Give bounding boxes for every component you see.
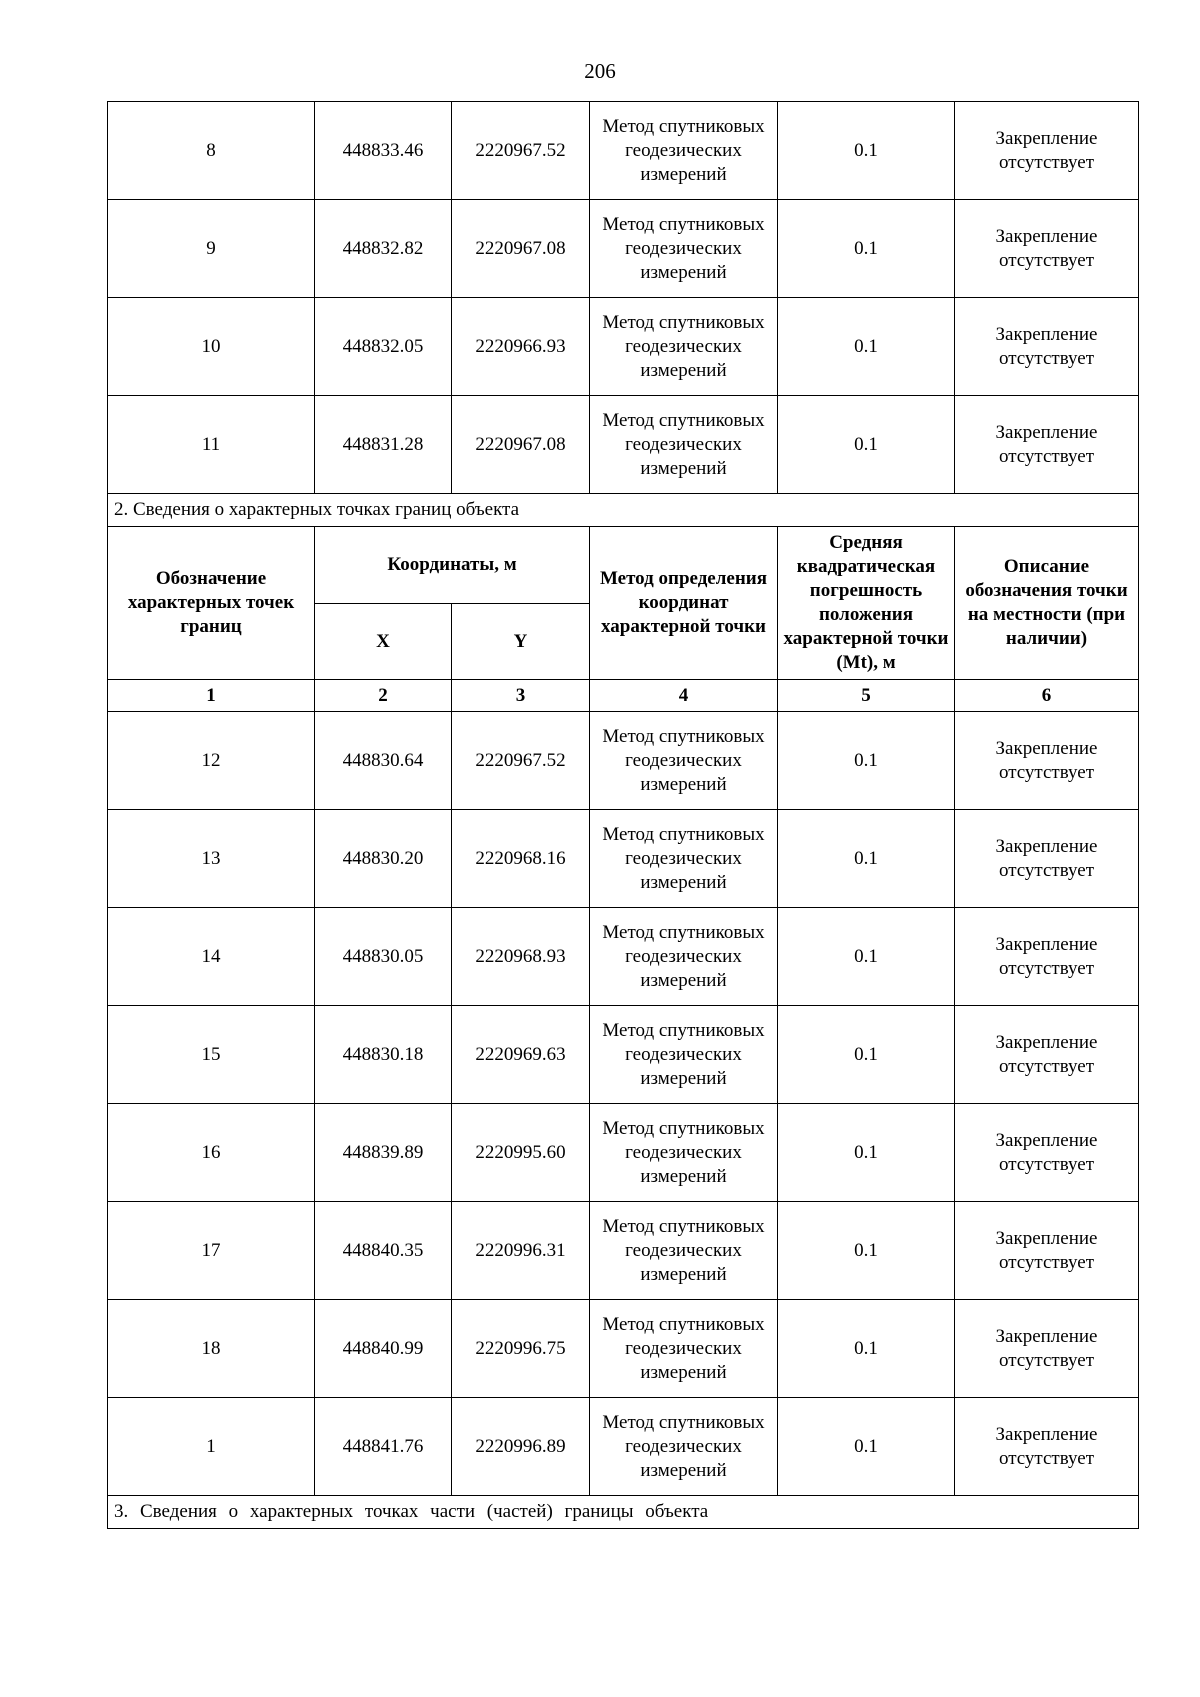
- mean-error-cell: 0.1: [778, 396, 955, 494]
- description-cell: Закрепление отсутствует: [955, 1104, 1139, 1202]
- column-number: 5: [778, 680, 955, 712]
- method-cell: Метод спутниковых геодезических измерений: [590, 712, 778, 810]
- y-coordinate-cell: 2220996.89: [452, 1398, 590, 1496]
- section-2-title: 2. Сведения о характерных точках границ объекта: [108, 494, 1139, 527]
- y-coordinate-cell: 2220967.08: [452, 396, 590, 494]
- table-body-before: [108, 102, 1139, 494]
- point-number-cell: 8: [108, 102, 315, 200]
- section-3-row: [108, 1496, 1139, 1529]
- header-mean-error: Средняя квадратическая погрешность положения характерной точки (Mt), м: [778, 527, 955, 680]
- y-coordinate-cell: 2220966.93: [452, 298, 590, 396]
- mean-error-cell: 0.1: [778, 1300, 955, 1398]
- method-cell: Метод спутниковых геодезических измерений: [590, 1104, 778, 1202]
- column-number: 4: [590, 680, 778, 712]
- column-number: 2: [315, 680, 452, 712]
- method-cell: Метод спутниковых геодезических измерений: [590, 396, 778, 494]
- description-cell: Закрепление отсутствует: [955, 200, 1139, 298]
- mean-error-cell: 0.1: [778, 712, 955, 810]
- description-cell: Закрепление отсутствует: [955, 1202, 1139, 1300]
- header-y: Y: [452, 604, 590, 680]
- x-coordinate-cell: 448832.82: [315, 200, 452, 298]
- header-description: Описание обозначения точки на местности (при наличии): [955, 527, 1139, 680]
- method-cell: Метод спутниковых геодезических измерений: [590, 102, 778, 200]
- x-coordinate-cell: 448841.76: [315, 1398, 452, 1496]
- mean-error-cell: 0.1: [778, 1202, 955, 1300]
- mean-error-cell: 0.1: [778, 1398, 955, 1496]
- method-cell: Метод спутниковых геодезических измерений: [590, 1398, 778, 1496]
- description-cell: Закрепление отсутствует: [955, 1300, 1139, 1398]
- header-coordinates: Координаты, м: [315, 527, 590, 604]
- column-number: 1: [108, 680, 315, 712]
- mean-error-cell: 0.1: [778, 200, 955, 298]
- description-cell: Закрепление отсутствует: [955, 396, 1139, 494]
- point-number-cell: 13: [108, 810, 315, 908]
- section-3-title: 3. Сведения о характерных точках части (частей) границы объекта: [108, 1496, 1139, 1529]
- description-cell: Закрепление отсутствует: [955, 102, 1139, 200]
- method-cell: Метод спутниковых геодезических измерений: [590, 810, 778, 908]
- method-cell: Метод спутниковых геодезических измерений: [590, 1202, 778, 1300]
- point-number-cell: 14: [108, 908, 315, 1006]
- header-row: [108, 527, 1139, 604]
- description-cell: Закрепление отсутствует: [955, 712, 1139, 810]
- table-row: [108, 1398, 1139, 1496]
- method-cell: Метод спутниковых геодезических измерений: [590, 298, 778, 396]
- y-coordinate-cell: 2220996.31: [452, 1202, 590, 1300]
- table-row: [108, 200, 1139, 298]
- description-cell: Закрепление отсутствует: [955, 298, 1139, 396]
- y-coordinate-cell: 2220996.75: [452, 1300, 590, 1398]
- table-body-after: [108, 712, 1139, 1496]
- y-coordinate-cell: 2220968.93: [452, 908, 590, 1006]
- table-row: [108, 1300, 1139, 1398]
- table-row: [108, 908, 1139, 1006]
- table-row: [108, 396, 1139, 494]
- y-coordinate-cell: 2220995.60: [452, 1104, 590, 1202]
- x-coordinate-cell: 448830.05: [315, 908, 452, 1006]
- table-section-3: [108, 1496, 1139, 1529]
- mean-error-cell: 0.1: [778, 908, 955, 1006]
- column-number: 6: [955, 680, 1139, 712]
- header-x: X: [315, 604, 452, 680]
- method-cell: Метод спутниковых геодезических измерений: [590, 1006, 778, 1104]
- y-coordinate-cell: 2220968.16: [452, 810, 590, 908]
- mean-error-cell: 0.1: [778, 1006, 955, 1104]
- point-number-cell: 16: [108, 1104, 315, 1202]
- method-cell: Метод спутниковых геодезических измерений: [590, 908, 778, 1006]
- point-number-cell: 18: [108, 1300, 315, 1398]
- mean-error-cell: 0.1: [778, 102, 955, 200]
- point-number-cell: 10: [108, 298, 315, 396]
- header-point-designation: Обозначение характерных точек границ: [108, 527, 315, 680]
- table-row: [108, 712, 1139, 810]
- x-coordinate-cell: 448840.35: [315, 1202, 452, 1300]
- point-number-cell: 12: [108, 712, 315, 810]
- x-coordinate-cell: 448840.99: [315, 1300, 452, 1398]
- point-number-cell: 11: [108, 396, 315, 494]
- column-numbers-row: [108, 680, 1139, 712]
- description-cell: Закрепление отсутствует: [955, 1398, 1139, 1496]
- mean-error-cell: 0.1: [778, 1104, 955, 1202]
- point-number-cell: 9: [108, 200, 315, 298]
- table-row: [108, 102, 1139, 200]
- table-row: [108, 298, 1139, 396]
- x-coordinate-cell: 448832.05: [315, 298, 452, 396]
- table-section-2: [108, 494, 1139, 712]
- table-row: [108, 1202, 1139, 1300]
- mean-error-cell: 0.1: [778, 810, 955, 908]
- boundary-points-table: [107, 101, 1139, 1529]
- x-coordinate-cell: 448833.46: [315, 102, 452, 200]
- method-cell: Метод спутниковых геодезических измерений: [590, 1300, 778, 1398]
- table-row: [108, 1104, 1139, 1202]
- y-coordinate-cell: 2220967.52: [452, 102, 590, 200]
- section-2-row: [108, 494, 1139, 527]
- mean-error-cell: 0.1: [778, 298, 955, 396]
- point-number-cell: 17: [108, 1202, 315, 1300]
- table-row: [108, 1006, 1139, 1104]
- point-number-cell: 1: [108, 1398, 315, 1496]
- description-cell: Закрепление отсутствует: [955, 908, 1139, 1006]
- x-coordinate-cell: 448830.64: [315, 712, 452, 810]
- x-coordinate-cell: 448830.18: [315, 1006, 452, 1104]
- y-coordinate-cell: 2220967.52: [452, 712, 590, 810]
- point-number-cell: 15: [108, 1006, 315, 1104]
- description-cell: Закрепление отсутствует: [955, 810, 1139, 908]
- header-method: Метод определения координат характерной точки: [590, 527, 778, 680]
- column-number: 3: [452, 680, 590, 712]
- page-number: 206: [584, 59, 616, 83]
- x-coordinate-cell: 448839.89: [315, 1104, 452, 1202]
- y-coordinate-cell: 2220969.63: [452, 1006, 590, 1104]
- x-coordinate-cell: 448830.20: [315, 810, 452, 908]
- table-row: [108, 810, 1139, 908]
- x-coordinate-cell: 448831.28: [315, 396, 452, 494]
- method-cell: Метод спутниковых геодезических измерений: [590, 200, 778, 298]
- description-cell: Закрепление отсутствует: [955, 1006, 1139, 1104]
- y-coordinate-cell: 2220967.08: [452, 200, 590, 298]
